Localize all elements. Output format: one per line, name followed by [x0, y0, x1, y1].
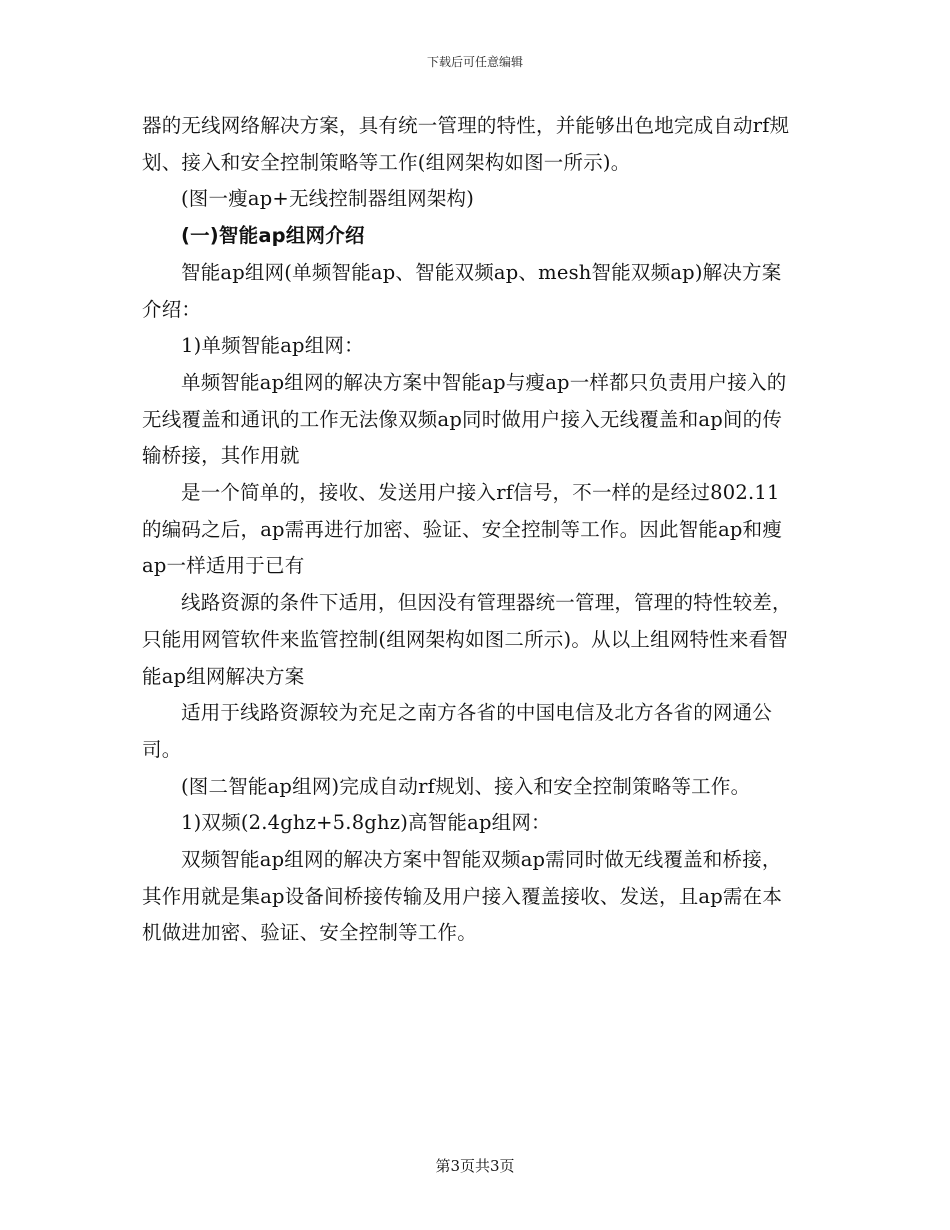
paragraph: 器的无线网络解决方案，具有统一管理的特性，并能够出色地完成自动rf规划、接入和安全控制策略等工作(组网架构如图一所示)。 — [142, 114, 790, 174]
paragraph: 是一个简单的，接收、发送用户接入rf信号，不一样的是经过802.11的编码之后，ap需再进行加密、验证、安全控制等工作。因此智能ap和瘦ap一样适用于已有 — [142, 481, 783, 578]
paragraph: 双频智能ap组网的解决方案中智能双频ap需同时做无线覆盖和桥接，其作用就是集ap设备间桥接传输及用户接入覆盖接收、发送，且ap需在本机做进加密、验证、安全控制等工作。 — [142, 848, 783, 945]
page-number: 第3页共3页 — [435, 1157, 515, 1175]
paragraph: 适用于线路资源较为充足之南方各省的中国电信及北方各省的网通公司。 — [142, 701, 773, 761]
list-heading: 1)双频(2.4ghz+5.8ghz)高智能ap组网： — [181, 811, 551, 835]
section-heading: (一)智能ap组网介绍 — [181, 224, 365, 248]
paragraph: (图二智能ap组网)完成自动rf规划、接入和安全控制策略等工作。 — [181, 774, 751, 798]
paragraph: 智能ap组网(单频智能ap、智能双频ap、mesh智能双频ap)解决方案介绍： — [142, 260, 782, 321]
page-header: 下载后可任意编辑 — [426, 55, 523, 69]
document-body — [142, 108, 798, 952]
figure-caption: (图一瘦ap+无线控制器组网架构) — [181, 187, 475, 211]
paragraph: 线路资源的条件下适用，但因没有管理器统一管理，管理的特性较差，只能用网管软件来监管控制(组网架构如图二所示)。从以上组网特性来看智能ap组网解决方案 — [142, 591, 792, 688]
paragraph: 单频智能ap组网的解决方案中智能ap与瘦ap一样都只负责用户接入的无线覆盖和通讯的工作无法像双频ap同时做用户接入无线覆盖和ap间的传输桥接，其作用就 — [142, 370, 787, 468]
list-heading: 1)单频智能ap组网： — [181, 334, 364, 358]
